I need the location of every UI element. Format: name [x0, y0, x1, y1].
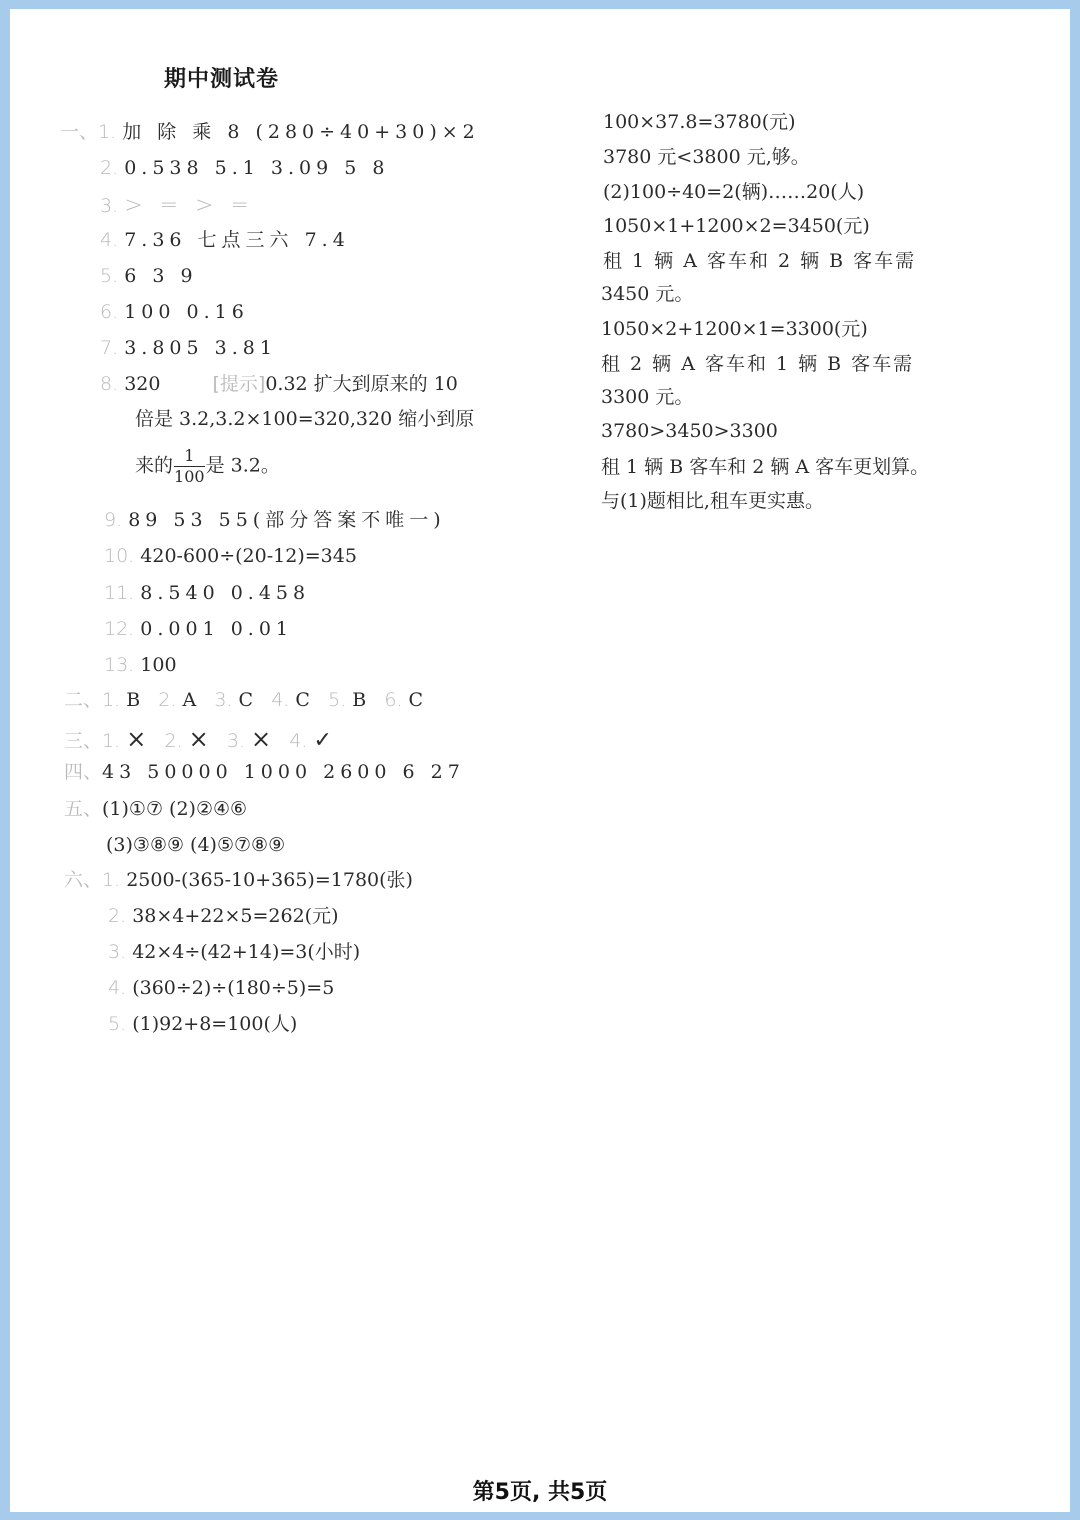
part1-q3: [100, 193, 254, 219]
right-line: 3780 元<3800 元,够。: [603, 146, 810, 168]
part4-label: 四、: [64, 761, 103, 783]
q-answer: 6 3 9: [124, 265, 198, 287]
part1-q1: [60, 121, 480, 144]
page-footer: 第5页, 共5页: [472, 1480, 608, 1505]
part1-q10: [104, 545, 357, 568]
q-number: 11.: [104, 582, 135, 604]
part6-label: 六、: [64, 869, 103, 891]
part1-q12: [104, 618, 293, 641]
q-answer: 7.36 七点三六 7.4: [124, 229, 350, 251]
q-number: 4.: [108, 977, 127, 999]
q-answer: A: [182, 689, 197, 711]
q-number: 4.: [289, 730, 308, 752]
hint-text-post: 是 3.2。: [205, 454, 280, 477]
right-line: 1050×2+1200×1=3300(元): [601, 318, 868, 340]
part1-q4: [100, 229, 350, 252]
q-number: 4.: [100, 229, 119, 251]
hint-text-pre: 来的: [135, 454, 174, 477]
part4-row: [64, 761, 465, 784]
q-number: 1.: [102, 689, 121, 711]
part1-q11: [104, 582, 310, 605]
part6-q4: [108, 977, 334, 1000]
part1-q6: [100, 301, 249, 324]
right-line: 租 1 辆 A 客车和 2 辆 B 客车需: [603, 250, 917, 272]
q-answer: ✓: [313, 728, 332, 753]
q-answer: 2500-(365-10+365)=1780(张): [126, 869, 413, 891]
page-title: 期中测试卷: [164, 67, 280, 92]
q-answer: ×: [251, 725, 272, 753]
fraction-denominator: 100: [174, 467, 205, 486]
q-answer: 8.540 0.458: [140, 582, 311, 604]
q-answer: ×: [126, 725, 147, 753]
q-answer: C: [295, 689, 310, 711]
q-number: 1.: [102, 730, 121, 752]
part5-label: 五、: [64, 798, 103, 820]
q-answer: 420-600÷(20-12)=345: [140, 545, 357, 567]
fraction-numerator: 1: [174, 448, 205, 467]
q-number: 3.: [100, 195, 119, 217]
right-line: 租 2 辆 A 客车和 1 辆 B 客车需: [601, 353, 915, 375]
q-answer: 100: [140, 654, 177, 676]
fraction: [174, 448, 205, 485]
q-answer: 加 除 乘 8 (280÷40+30)×2: [122, 121, 480, 143]
q-number: 3.: [108, 941, 127, 963]
part5-line1: [64, 798, 247, 821]
q-number: 5.: [108, 1013, 127, 1035]
right-line: 3450 元。: [601, 283, 694, 305]
right-line: 与(1)题相比,租车更实惠。: [601, 490, 824, 512]
part1-q8-line2: 倍是 3.2,3.2×100=320,320 缩小到原: [135, 408, 475, 430]
q-answer: 43 50000 1000 2600 6 27: [102, 761, 465, 783]
q-answer: C: [238, 689, 254, 711]
right-line: 3780>3450>3300: [601, 420, 778, 442]
q-number: 9.: [104, 509, 123, 531]
q-answer: B: [126, 689, 141, 711]
part5-line2: (3)③⑧⑨ (4)⑤⑦⑧⑨: [106, 834, 286, 856]
part1-q8-line1: [100, 373, 458, 396]
q-answer: B: [352, 689, 367, 711]
q-number: 1.: [102, 869, 121, 891]
q-answer: > = > =: [124, 193, 254, 218]
q-answer: 100 0.16: [124, 301, 249, 323]
part3-row: [64, 725, 332, 754]
q-answer: 89 53 55(部分答案不唯一): [128, 509, 446, 531]
q-number: 5.: [100, 265, 119, 287]
q-answer: C: [408, 689, 424, 711]
part6-q5: [108, 1013, 297, 1036]
part3-label: 三、: [64, 730, 103, 752]
q-answer: 3.805 3.81: [124, 337, 277, 359]
part1-q9: [104, 509, 446, 532]
part1-label: 一、: [60, 121, 99, 143]
right-line: 3300 元。: [601, 386, 694, 408]
q-answer: 0.538 5.1 3.09 5 8: [124, 157, 390, 179]
q-number: 3.: [226, 730, 245, 752]
q-answer: (360÷2)÷(180÷5)=5: [132, 977, 335, 999]
right-line: 1050×1+1200×2=3450(元): [603, 215, 870, 237]
q-number: 3.: [214, 689, 233, 711]
q-number: 2.: [158, 689, 177, 711]
q-number: 13.: [104, 654, 135, 676]
q-answer: 42×4÷(42+14)=3(小时): [132, 941, 361, 963]
q-number: 6.: [384, 689, 403, 711]
part2-label: 二、: [64, 689, 103, 711]
q-answer: 0.001 0.01: [140, 618, 294, 640]
q-number: 4.: [271, 689, 290, 711]
q-number: 2.: [164, 730, 183, 752]
q-answer: (1)92+8=100(人): [132, 1013, 298, 1035]
q-answer: (1)①⑦ (2)②④⑥: [102, 798, 248, 820]
right-line: 租 1 辆 B 客车和 2 辆 A 客车更划算。: [601, 456, 930, 478]
q-number: 10.: [104, 545, 135, 567]
part1-q13: [104, 654, 177, 677]
q-number: 8.: [100, 373, 119, 395]
part1-q7: [100, 337, 277, 360]
q-number: 2.: [100, 157, 119, 179]
q-number: 5.: [328, 689, 347, 711]
part6-q2: [108, 905, 339, 928]
part1-q2: [100, 157, 389, 180]
q-number: 12.: [104, 618, 135, 640]
part6-q3: [108, 941, 360, 964]
hint-label: [提示]: [212, 373, 266, 395]
q-number: 2.: [108, 905, 127, 927]
part6-q1: [64, 869, 413, 892]
right-line: (2)100÷40=2(辆)……20(人): [603, 181, 865, 203]
hint-text-line1: 0.32 扩大到原来的 10: [265, 373, 458, 395]
q-number: 6.: [100, 301, 119, 323]
q-number: 1.: [98, 121, 117, 143]
part2-row: [64, 689, 423, 712]
right-line: 100×37.8=3780(元): [603, 111, 796, 133]
part1-q8-line3: [135, 448, 280, 485]
q-number: 7.: [100, 337, 119, 359]
q-answer: ×: [188, 725, 209, 753]
q-answer: 38×4+22×5=262(元): [132, 905, 339, 927]
part1-q5: [100, 265, 198, 288]
q-answer: 320: [124, 373, 161, 395]
